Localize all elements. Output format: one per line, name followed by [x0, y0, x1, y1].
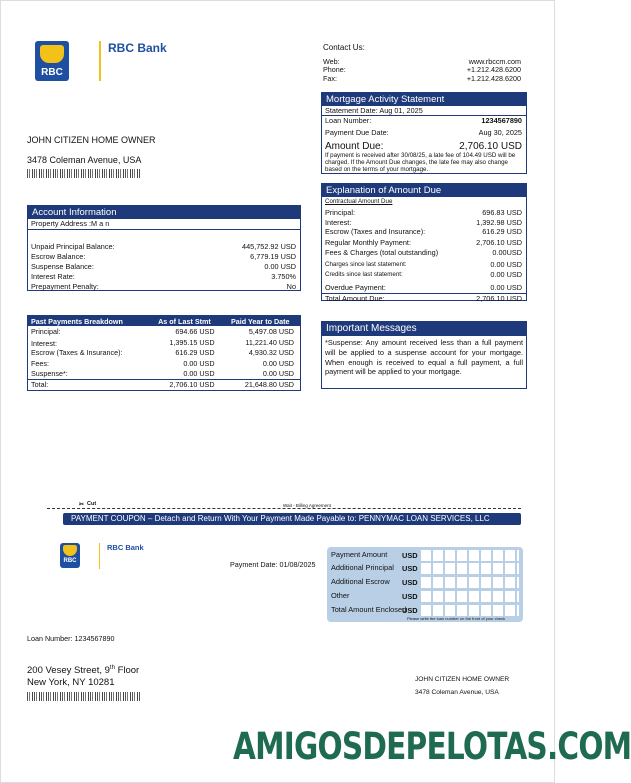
explanation-row-value: 2,706.10 USD	[476, 238, 522, 247]
cut-note: Wait - Billing Agreement	[283, 503, 331, 508]
past-header-last-stmt: As of Last Stmt	[148, 316, 220, 326]
past-row-ytd: 11,221.40 USD	[245, 337, 294, 347]
explanation-total-value: 2,706.10 USD	[476, 294, 522, 303]
currency-label: USD	[402, 564, 418, 573]
cut-line	[47, 508, 521, 509]
amount-due: 2,706.10 USD	[459, 141, 522, 152]
payment-coupon-bar: PAYMENT COUPON – Detach and Return With Your Payment Made Payable to: PENNYMAC LOAN SERVICES, LLC	[63, 513, 521, 525]
logo-divider	[99, 41, 101, 81]
account-row-label: Unpaid Principal Balance:	[31, 242, 115, 251]
contact-web-label: Web:	[323, 57, 340, 66]
check-footnote: Please write the loan number on the front of your check	[407, 616, 506, 621]
table-row	[28, 348, 300, 359]
explanation-row-value: 1,392.98 USD	[476, 218, 522, 227]
contact-phone-label: Phone:	[323, 65, 346, 74]
explanation-box	[321, 183, 527, 301]
past-total-last: 2,706.10 USD	[169, 380, 215, 389]
additional-principal-label: Additional Principal	[331, 563, 394, 572]
account-row-label: Escrow Balance:	[31, 252, 86, 261]
logo-divider-small	[99, 543, 100, 569]
past-row-label: Interest:	[31, 338, 57, 348]
customer-address: 3478 Coleman Avenue, USA	[27, 155, 142, 165]
return-address-line1: 200 Vesey Street, 9th Floor	[27, 665, 140, 677]
table-row	[28, 379, 300, 390]
explanation-subtitle: Contractual Amount Due	[325, 198, 393, 205]
explanation-row-label: Regular Monthly Payment:	[325, 238, 411, 247]
rbc-logo-small-icon: RBC	[60, 543, 80, 568]
explanation-total-label: Total Amount Due:	[325, 294, 385, 303]
important-messages-box	[321, 321, 527, 389]
past-row-last: 0.00 USD	[183, 358, 215, 368]
table-row	[28, 337, 300, 348]
explanation-row-label: Fees & Charges (total outstanding)	[325, 248, 439, 257]
return-address-line2: New York, NY 10281	[27, 677, 115, 688]
explanation-row-label: Principal:	[325, 208, 356, 217]
currency-label: USD	[402, 592, 418, 601]
account-row-value: No	[286, 282, 296, 291]
currency-label: USD	[402, 606, 418, 615]
past-header-ytd: Paid Year to Date	[221, 316, 300, 326]
explanation-row-value: 0.00 USD	[490, 260, 522, 269]
additional-principal-input[interactable]	[421, 563, 519, 574]
messages-body: *Suspense: Any amount received less than a full payment will be applied to a suspense account for your mortgage. When enough is received to equal a full payment, a full payment will be applied to your mortgage.	[325, 338, 523, 377]
payment-date: Payment Date: 01/08/2025	[230, 560, 316, 569]
late-fee-note: If payment is received after 30/08/25, a late fee of 104.49 USD will be charged. If the Amount Due changes, the late fee may also change based on the terms of your mortgage.	[325, 152, 516, 173]
past-row-ytd: 4,930.32 USD	[248, 348, 294, 358]
scissors-icon: ✂	[79, 502, 85, 508]
past-row-ytd: 0.00 USD	[262, 358, 294, 368]
postal-barcode	[27, 169, 140, 178]
explanation-row-label: Interest:	[325, 218, 352, 227]
account-row-label: Suspense Balance:	[31, 262, 94, 271]
past-row-last: 694.66 USD	[175, 326, 215, 336]
explanation-row-label: Overdue Payment:	[325, 283, 386, 292]
past-row-label: Escrow (Taxes & Insurance):	[31, 348, 123, 358]
past-row-last: 616.29 USD	[175, 348, 215, 358]
account-row-value: 3.750%	[271, 272, 296, 281]
explanation-row-value: 0.00USD	[492, 248, 522, 257]
explanation-row-value: 616.29 USD	[482, 227, 522, 236]
past-total-label: Total:	[31, 380, 49, 389]
contact-fax-label: Fax:	[323, 74, 337, 83]
past-total-ytd: 21,648.80 USD	[244, 380, 294, 389]
explanation-row-value: 0.00 USD	[490, 270, 522, 279]
past-row-ytd: 5,497.08 USD	[248, 326, 294, 336]
currency-label: USD	[402, 578, 418, 587]
loan-number: 1234567890	[481, 116, 522, 125]
account-row-value: 0.00 USD	[264, 262, 296, 271]
due-date: Aug 30, 2025	[478, 128, 522, 137]
payment-amount-label: Payment Amount	[331, 550, 388, 559]
additional-escrow-input[interactable]	[421, 577, 519, 588]
past-row-label: Fees:	[31, 358, 49, 368]
past-row-label: Principal:	[31, 326, 61, 336]
past-row-last: 1,395.15 USD	[169, 337, 215, 347]
payment-entry-box	[327, 547, 523, 622]
account-info-title: Account Information	[28, 206, 300, 219]
table-row	[28, 358, 300, 369]
payment-amount-input[interactable]	[421, 550, 519, 561]
past-row-last: 0.00 USD	[183, 369, 215, 378]
total-enclosed-label: Total Amount Enclosed	[331, 605, 407, 614]
contact-title: Contact Us:	[323, 43, 365, 52]
watermark-text: AMIGOSDEPELOTAS.COM	[233, 725, 631, 768]
contact-web: www.rbccm.com	[468, 57, 521, 66]
messages-title: Important Messages	[322, 322, 526, 336]
explanation-row-label: Escrow (Taxes and Insurance):	[325, 227, 426, 236]
account-row-label: Prepayment Penalty:	[31, 282, 99, 291]
table-row	[28, 369, 300, 380]
amount-due-label: Amount Due:	[325, 141, 384, 152]
coupon-customer-address: 3478 Coleman Avenue, USA	[415, 689, 499, 696]
return-barcode	[27, 692, 141, 701]
loan-number-label: Loan Number:	[325, 116, 372, 125]
additional-escrow-label: Additional Escrow	[331, 577, 390, 586]
table-row	[28, 326, 300, 337]
contact-fax: +1.212.428.6200	[466, 74, 521, 83]
total-enclosed-input[interactable]	[421, 605, 519, 616]
cut-label: Cut	[87, 501, 97, 507]
account-row-value: 6,779.19 USD	[250, 252, 296, 261]
explanation-row-value: 696.83 USD	[482, 208, 522, 217]
mortgage-statement-box	[321, 92, 527, 174]
explanation-row-label: Credits since last statement:	[325, 271, 403, 278]
bank-name-small: RBC Bank	[107, 543, 144, 552]
past-header-breakdown: Past Payments Breakdown	[28, 316, 148, 326]
explanation-row-value: 0.00 USD	[490, 283, 522, 292]
account-row-value: 445,752.92 USD	[242, 242, 296, 251]
past-row-label: Suspense*:	[31, 369, 68, 378]
past-row-ytd: 0.00 USD	[262, 369, 294, 378]
customer-name: JOHN CITIZEN HOME OWNER	[27, 135, 156, 145]
property-address: Property Address :M a n	[31, 219, 110, 228]
rbc-logo-icon: RBC	[35, 41, 69, 81]
statement-date: Statement Date: Aug 01, 2025	[325, 106, 423, 115]
contact-phone: +1.212.428.6200	[466, 65, 521, 74]
currency-label: USD	[402, 551, 418, 560]
statement-title: Mortgage Activity Statement	[322, 93, 526, 106]
coupon-loan-number: Loan Number: 1234567890	[27, 634, 115, 643]
past-payments-table	[27, 315, 301, 391]
account-row-label: Interest Rate:	[31, 272, 75, 281]
bank-name: RBC Bank	[108, 41, 167, 55]
other-input[interactable]	[421, 591, 519, 602]
explanation-title: Explanation of Amount Due	[322, 184, 526, 197]
due-date-label: Payment Due Date:	[325, 128, 389, 137]
other-label: Other	[331, 591, 350, 600]
coupon-customer-name: JOHN CITIZEN HOME OWNER	[415, 676, 510, 683]
account-info-box	[27, 205, 301, 291]
explanation-row-label: Charges since last statement:	[325, 261, 407, 268]
